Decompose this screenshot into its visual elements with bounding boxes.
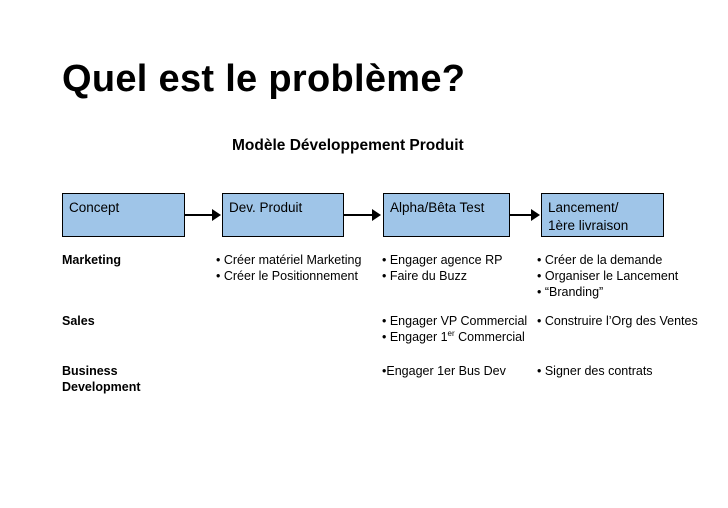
row-label-marketing: Marketing — [62, 253, 122, 267]
bullet-text: • Engager 1 — [382, 330, 448, 344]
superscript: er — [447, 329, 455, 338]
stage-label: Alpha/Bêta Test — [390, 200, 485, 215]
bullet-text: Commercial — [454, 330, 525, 344]
arrow-icon — [344, 214, 379, 216]
row-label-line: Business — [62, 364, 118, 378]
bullet-item: • Créer le Positionnement — [216, 269, 358, 283]
row-label-line: Development — [62, 380, 141, 394]
bullet-item: • Créer matériel Marketing — [216, 253, 362, 267]
bizdev-launch-cell — [537, 363, 653, 379]
row-label-sales: Sales — [62, 314, 95, 328]
arrow-icon — [185, 214, 219, 216]
sales-launch-cell — [537, 313, 698, 329]
marketing-launch-cell — [537, 252, 678, 300]
marketing-alpha-cell — [382, 252, 502, 284]
bullet-item: • Organiser le Lancement — [537, 269, 679, 283]
stage-label: Lancement/ — [548, 200, 619, 215]
diagram-subtitle: Modèle Développement Produit — [232, 137, 464, 154]
bullet-item: • Engager agence RP — [382, 253, 503, 267]
marketing-dev-cell — [216, 252, 361, 284]
row-label-business-development — [62, 363, 141, 395]
stage-label: Dev. Produit — [229, 200, 303, 215]
stage-box-lancement — [541, 193, 664, 237]
bullet-item: • Créer de la demande — [537, 253, 663, 267]
bizdev-alpha-cell — [382, 363, 506, 379]
bullet-item: •Engager 1er Bus Dev — [382, 364, 506, 378]
bullet-item: • Engager VP Commercial — [382, 314, 528, 328]
bullet-item: • “Branding” — [537, 285, 604, 299]
bullet-item: • Faire du Buzz — [382, 269, 467, 283]
bullet-item: • Signer des contrats — [537, 364, 653, 378]
stage-box-alpha-beta — [383, 193, 510, 237]
bullet-item — [382, 329, 527, 345]
arrow-icon — [510, 214, 538, 216]
stage-label-line2: 1ère livraison — [548, 218, 629, 233]
stage-box-concept — [62, 193, 185, 237]
stage-label: Concept — [69, 200, 120, 215]
sales-alpha-cell — [382, 313, 527, 345]
stage-box-dev-produit — [222, 193, 344, 237]
page-title: Quel est le problème? — [62, 58, 466, 100]
bullet-item: • Construire l’Org des Ventes — [537, 314, 698, 328]
